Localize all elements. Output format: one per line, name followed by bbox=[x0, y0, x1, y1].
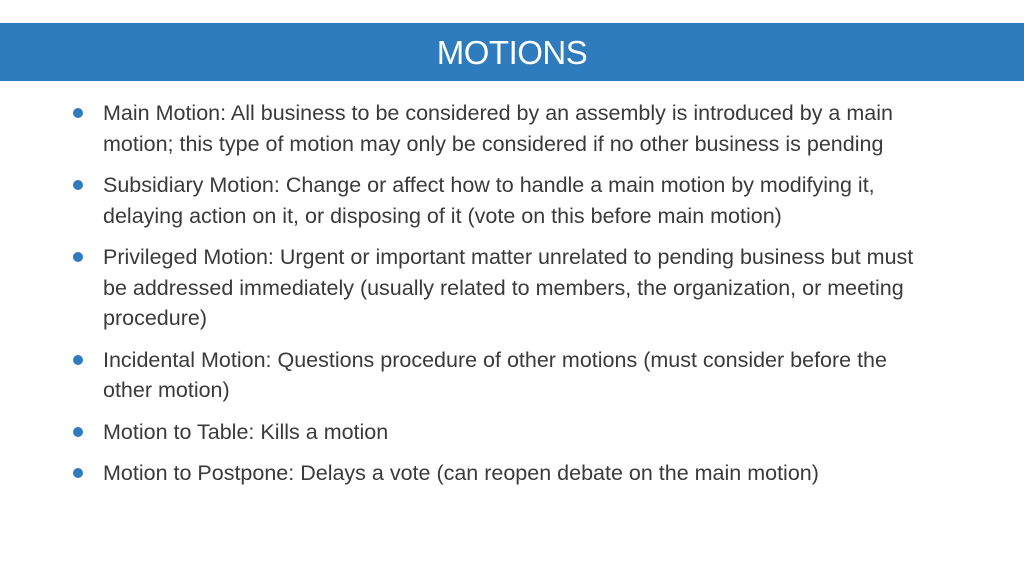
bullet-item bbox=[70, 417, 920, 448]
bullet-dot-icon bbox=[73, 468, 83, 478]
bullet-item bbox=[70, 170, 920, 231]
bullet-item bbox=[70, 458, 920, 489]
slide-title: MOTIONS bbox=[436, 33, 588, 71]
bullet-text: Motion to Table: Kills a motion bbox=[103, 419, 389, 444]
bullet-item bbox=[70, 242, 920, 334]
bullet-dot-icon bbox=[73, 252, 83, 262]
bullet-dot-icon bbox=[73, 180, 83, 190]
bullet-text: Subsidiary Motion: Change or affect how to handle a main motion by modifying it, delaying action on it, or disposing of it (vote on this before main motion) bbox=[103, 173, 875, 228]
bullet-text: Main Motion: All business to be considered by an assembly is introduced by a main motion; this type of motion may only be considered if no other business is pending bbox=[103, 101, 893, 156]
bullet-text: Privileged Motion: Urgent or important matter unrelated to pending business but must be addressed immediately (usually related to members, the organization, or meeting procedure) bbox=[103, 245, 914, 330]
bullet-item bbox=[70, 98, 920, 159]
bullet-list bbox=[70, 98, 920, 500]
bullet-dot-icon bbox=[73, 108, 83, 118]
title-bar bbox=[0, 23, 1024, 81]
bullet-dot-icon bbox=[73, 355, 83, 365]
bullet-item bbox=[70, 345, 920, 406]
bullet-text: Motion to Postpone: Delays a vote (can reopen debate on the main motion) bbox=[103, 461, 819, 485]
bullet-text: Incidental Motion: Questions procedure of other motions (must consider before the other motion) bbox=[103, 347, 887, 402]
bullet-dot-icon bbox=[73, 427, 83, 437]
